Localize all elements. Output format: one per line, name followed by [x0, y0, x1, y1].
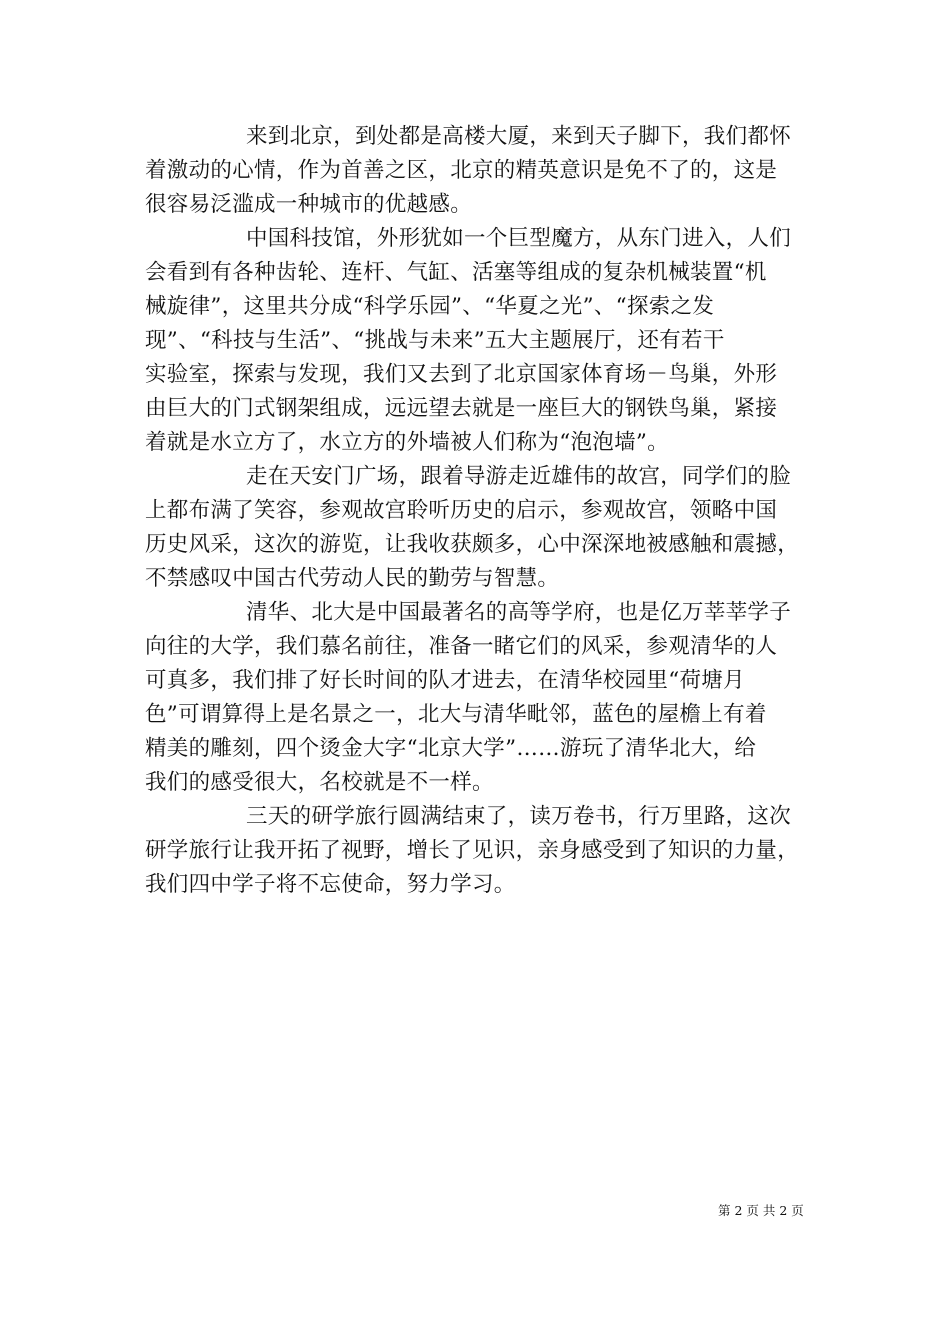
paragraph-line: 中国科技馆，外形犹如一个巨型魔方，从东门进入，人们 [246, 226, 792, 251]
body-text [145, 120, 807, 902]
paragraph-line: 精美的雕刻，四个烫金大字“北京大学”……游玩了清华北大，给 [145, 736, 757, 761]
paragraph-line: 向往的大学，我们慕名前往，准备一睹它们的风采，参观清华的人 [145, 634, 778, 659]
paragraph-line: 清华、北大是中国最著名的高等学府，也是亿万莘莘学子 [246, 600, 792, 625]
paragraph-line: 我们四中学子将不忘使命，努力学习。 [145, 872, 516, 897]
paragraph-beijing [145, 120, 807, 222]
page-number-footer: 第 2 页 共 2 页 [718, 1203, 804, 1218]
paragraph-line: 色”可谓算得上是名景之一，北大与清华毗邻，蓝色的屋檐上有着 [145, 702, 767, 727]
paragraph-line: 我们的感受很大，名校就是不一样。 [145, 770, 494, 795]
paragraph-conclusion [145, 800, 807, 902]
paragraph-line: 现”、“科技与生活”、“挑战与未来”五大主题展厅，还有若干 [145, 328, 725, 353]
paragraph-line: 着就是水立方了，水立方的外墙被人们称为“泡泡墙”。 [145, 430, 669, 455]
paragraph-line: 不禁感叹中国古代劳动人民的勤劳与智慧。 [145, 566, 560, 591]
paragraph-line: 三天的研学旅行圆满结束了，读万卷书，行万里路，这次 [246, 804, 792, 829]
paragraph-line: 来到北京，到处都是高楼大厦，来到天子脚下，我们都怀 [246, 124, 792, 149]
paragraph-universities [145, 596, 807, 800]
paragraph-line: 着激动的心情，作为首善之区，北京的精英意识是免不了的，这是 [145, 158, 778, 183]
paragraph-line: 械旋律”，这里共分成“科学乐园”、“华夏之光”、“探索之发 [145, 294, 715, 319]
paragraph-line: 实验室，探索与发现，我们又去到了北京国家体育场－鸟巢，外形 [145, 362, 778, 387]
paragraph-line: 会看到有各种齿轮、连杆、气缸、活塞等组成的复杂机械装置“机 [145, 260, 767, 285]
paragraph-line: 很容易泛滥成一种城市的优越感。 [145, 192, 473, 217]
paragraph-line: 由巨大的门式钢架组成，远远望去就是一座巨大的钢铁鸟巢，紧接 [145, 396, 778, 421]
paragraph-tiananmen [145, 460, 807, 596]
paragraph-line: 走在天安门广场，跟着导游走近雄伟的故宫，同学们的脸 [246, 464, 792, 489]
paragraph-line: 上都布满了笑容，参观故宫聆听历史的启示，参观故宫，领略中国 [145, 498, 778, 523]
paragraph-line: 历史风采，这次的游览，让我收获颇多，心中深深地被感触和震撼， [145, 532, 800, 557]
paragraph-line: 可真多，我们排了好长时间的队才进去，在清华校园里“荷塘月 [145, 668, 745, 693]
paragraph-line: 研学旅行让我开拓了视野，增长了见识，亲身感受到了知识的力量， [145, 838, 800, 863]
paragraph-science-museum [145, 222, 807, 460]
